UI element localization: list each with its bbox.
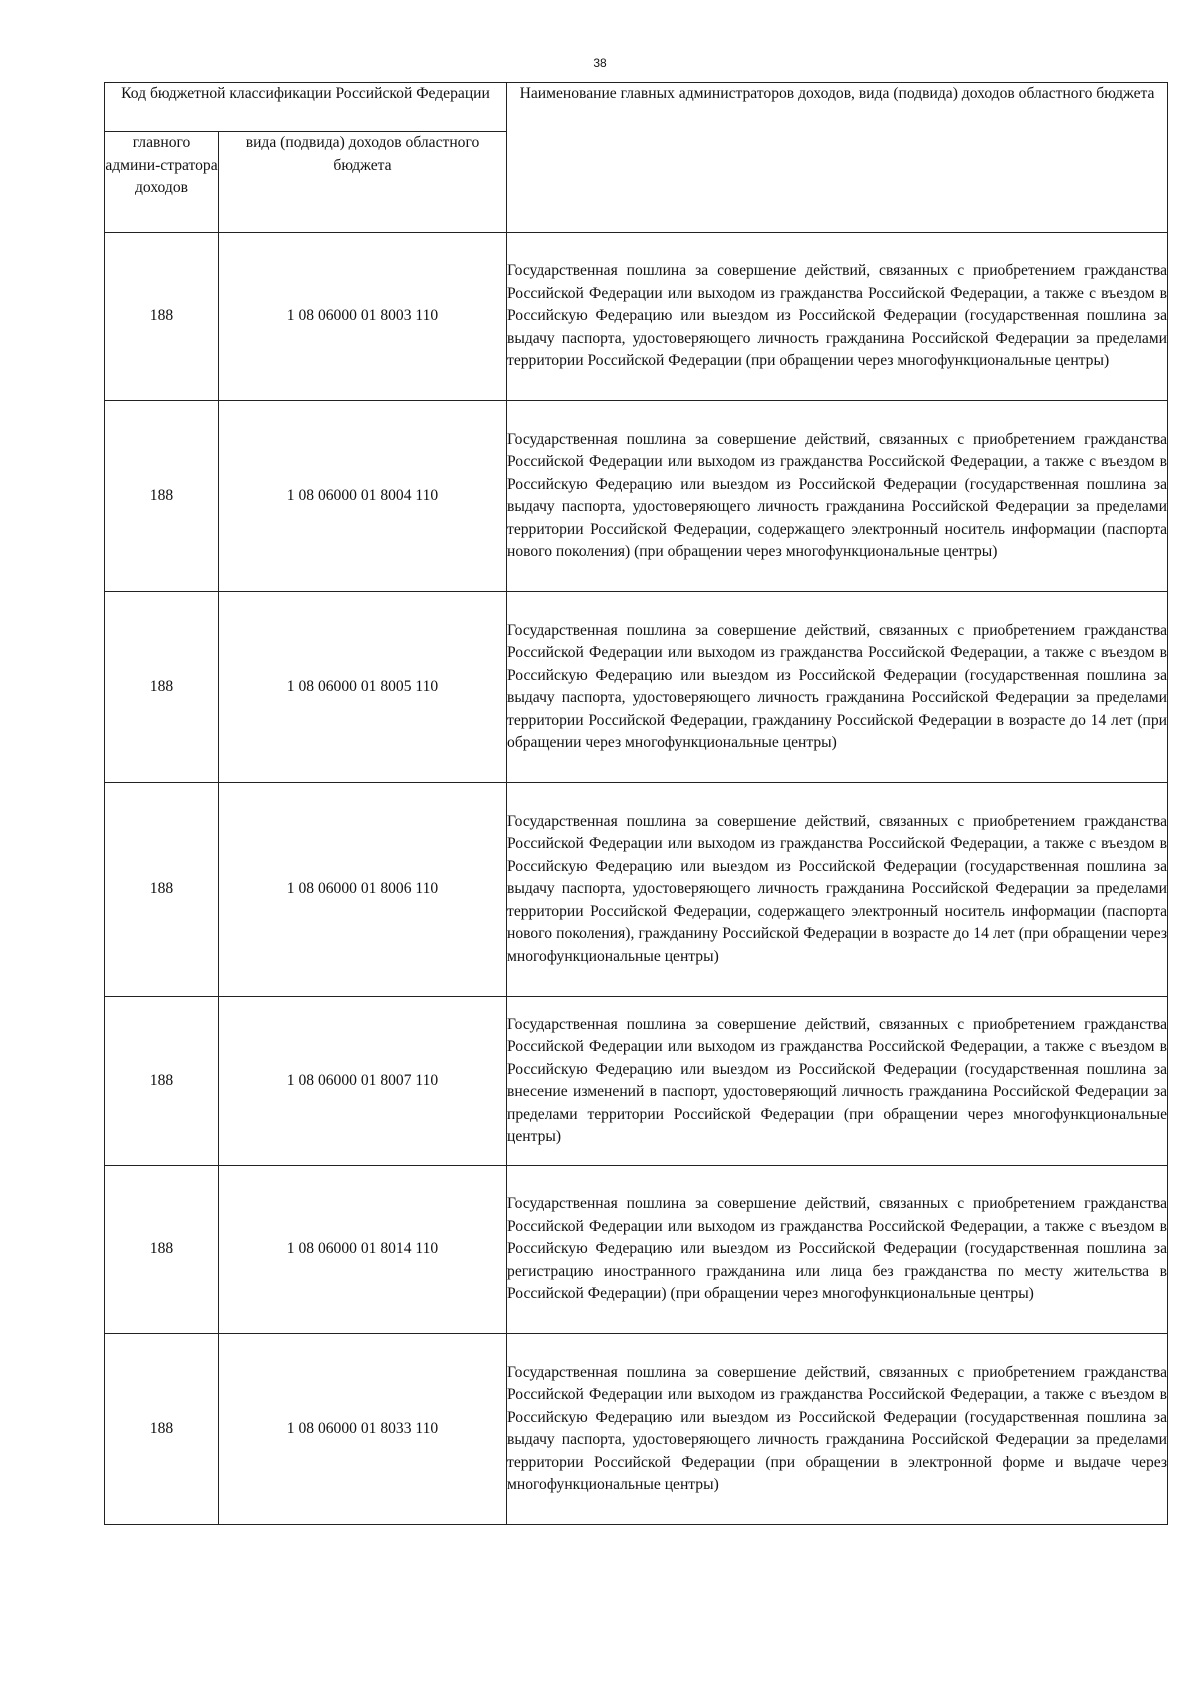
revenue-code-cell: 1 08 06000 01 8007 110 [219,997,507,1166]
revenue-code-cell: 1 08 06000 01 8005 110 [219,592,507,783]
table-row [105,592,1168,783]
revenue-code-cell: 1 08 06000 01 8014 110 [219,1166,507,1334]
table-row [105,233,1168,401]
revenue-code-cell: 1 08 06000 01 8004 110 [219,401,507,592]
description-cell: Государственная пошлина за совершение действий, связанных с приобретением гражданства Российской Федерации или выходом из гражданства Российской Федерации, а также с въездом в Российскую Федерацию или выездом из Российской Федерации (государственная пошлина за выдачу паспорта, удостоверяющего личность гражданина Российской Федерации за пределами территории Российской Федерации (при обращении в электронной форме и выдаче через многофункциональные центры) [507,1334,1168,1525]
admin-code-cell: 188 [105,1334,219,1525]
table-row [105,1334,1168,1525]
admin-code-cell: 188 [105,401,219,592]
admin-code-cell: 188 [105,997,219,1166]
page-number: 38 [593,56,607,70]
revenue-code-cell: 1 08 06000 01 8033 110 [219,1334,507,1525]
header-revenue-kind: вида (подвида) доходов областного бюджета [219,132,507,233]
table-row [105,401,1168,592]
revenue-code-cell: 1 08 06000 01 8003 110 [219,233,507,401]
table-row [105,997,1168,1166]
admin-code-cell: 188 [105,783,219,997]
header-administrator-name: Наименование главных администраторов доходов, вида (подвида) доходов областного бюджета [507,83,1168,233]
admin-code-cell: 188 [105,233,219,401]
revenue-code-cell: 1 08 06000 01 8006 110 [219,783,507,997]
description-cell: Государственная пошлина за совершение действий, связанных с приобретением гражданства Российской Федерации или выходом из гражданства Российской Федерации, а также с въездом в Российскую Федерацию или выездом из Российской Федерации (государственная пошлина за внесение изменений в паспорт, удостоверяющий личность гражданина Российской Федерации за пределами территории Российской Федерации (при обращении через многофункциональные центры) [507,997,1168,1166]
header-chief-administrator: главного админи-стратора доходов [105,132,219,233]
table-row [105,783,1168,997]
admin-code-cell: 188 [105,592,219,783]
description-cell: Государственная пошлина за совершение действий, связанных с приобретением гражданства Российской Федерации или выходом из гражданства Российской Федерации, а также с въездом в Российскую Федерацию или выездом из Российской Федерации (государственная пошлина за выдачу паспорта, удостоверяющего личность гражданина Российской Федерации за пределами территории Российской Федерации (при обращении через многофункциональные центры) [507,233,1168,401]
table-row [105,1166,1168,1334]
description-cell: Государственная пошлина за совершение действий, связанных с приобретением гражданства Российской Федерации или выходом из гражданства Российской Федерации, а также с въездом в Российскую Федерацию или выездом из Российской Федерации (государственная пошлина за выдачу паспорта, удостоверяющего личность гражданина Российской Федерации за пределами территории Российской Федерации, содержащего электронный носитель информации (паспорта нового поколения) (при обращении через многофункциональные центры) [507,401,1168,592]
admin-code-cell: 188 [105,1166,219,1334]
description-cell: Государственная пошлина за совершение действий, связанных с приобретением гражданства Российской Федерации или выходом из гражданства Российской Федерации, а также с въездом в Российскую Федерацию или выездом из Российской Федерации (государственная пошлина за выдачу паспорта, удостоверяющего личность гражданина Российской Федерации за пределами территории Российской Федерации, содержащего электронный носитель информации (паспорта нового поколения), гражданину Российской Федерации в возрасте до 14 лет (при обращении через многофункциональные центры) [507,783,1168,997]
description-cell: Государственная пошлина за совершение действий, связанных с приобретением гражданства Российской Федерации или выходом из гражданства Российской Федерации, а также с въездом в Российскую Федерацию или выездом из Российской Федерации (государственная пошлина за регистрацию иностранного гражданина или лица без гражданства по месту жительства в Российской Федерации) (при обращении через многофункциональные центры) [507,1166,1168,1334]
header-budget-code: Код бюджетной классификации Российской Федерации [105,83,507,132]
description-cell: Государственная пошлина за совершение действий, связанных с приобретением гражданства Российской Федерации или выходом из гражданства Российской Федерации, а также с въездом в Российскую Федерацию или выездом из Российской Федерации (государственная пошлина за выдачу паспорта, удостоверяющего личность гражданина Российской Федерации за пределами территории Российской Федерации, гражданину Российской Федерации в возрасте до 14 лет (при обращении через многофункциональные центры) [507,592,1168,783]
budget-classification-table [104,82,1168,1525]
